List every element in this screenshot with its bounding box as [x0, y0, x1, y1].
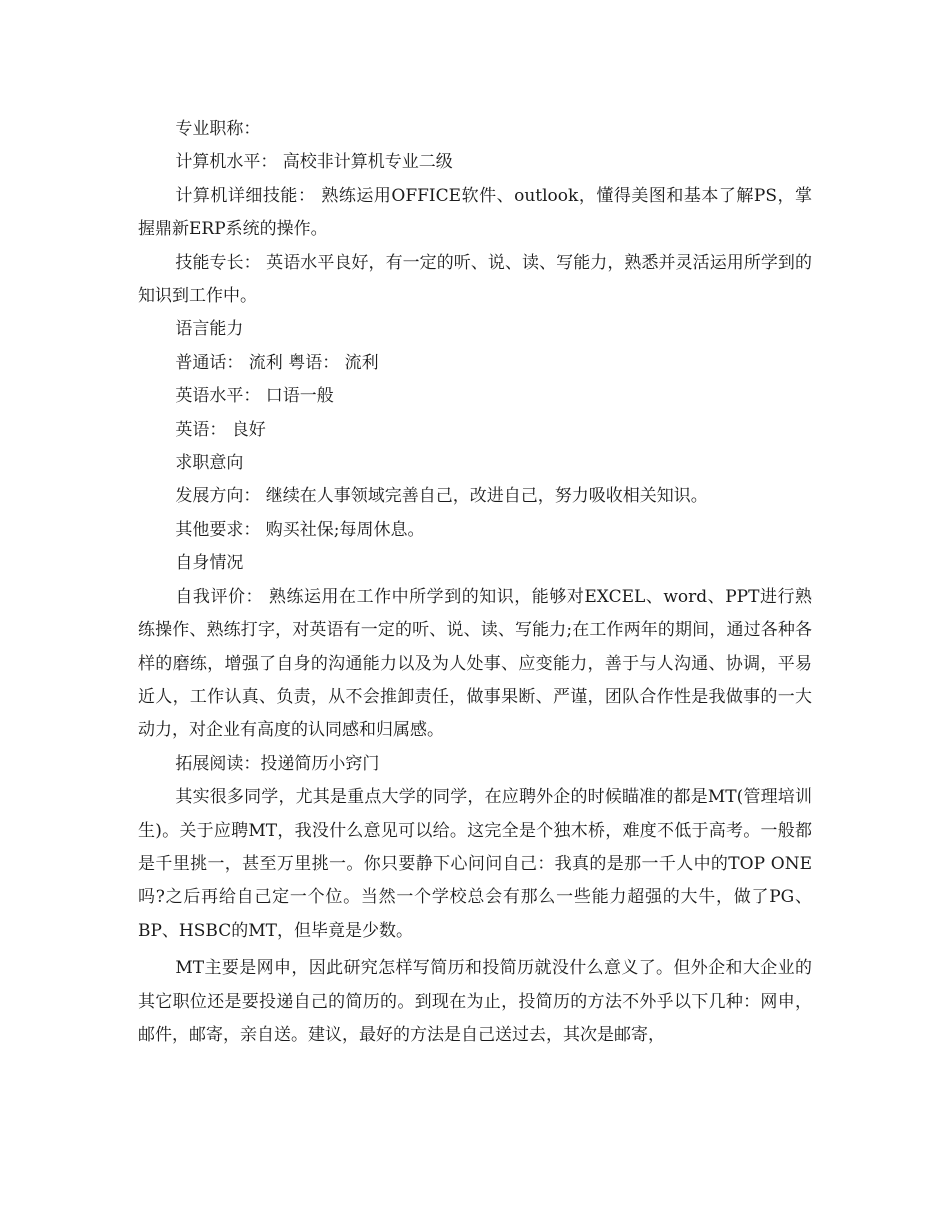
- document-body: [138, 113, 812, 1052]
- field-other-requirements: 其他要求： 购买社保;每周休息。: [175, 519, 425, 540]
- body-paragraph: MT主要是网申，因此研究怎样写简历和投简历就没什么意义了。但外企和大企业的其它职位还是要投递自己的简历的。到现在为止，投简历的方法不外乎以下几种：网申，邮件，邮寄，亲自送。建议，最好的方法是自己送过去，其次是邮寄，: [138, 958, 812, 1045]
- field-english-level: 英语水平： 口语一般: [175, 386, 334, 407]
- field-english: 英语： 良好: [175, 419, 266, 440]
- section-heading-job-intention: 求职意向: [175, 453, 244, 474]
- section-heading-language: 语言能力: [175, 319, 244, 340]
- field-skill-specialty: 技能专长： 英语水平良好，有一定的听、说、读、写能力，熟悉并灵活运用所学到的知识到工作中。: [138, 252, 812, 307]
- field-mandarin-cantonese: 普通话： 流利 粤语： 流利: [175, 352, 379, 373]
- field-development-direction: 发展方向： 继续在人事领域完善自己，改进自己，努力吸收相关知识。: [175, 486, 708, 507]
- field-computer-skills: 计算机详细技能： 熟练运用OFFICE软件、outlook，懂得美图和基本了解PS，掌握鼎新ERP系统的操作。: [138, 185, 812, 240]
- field-professional-title: 专业职称：: [175, 119, 261, 139]
- section-heading-extended-reading: 拓展阅读：投递简历小窍门: [175, 753, 380, 774]
- field-computer-level: 计算机水平： 高校非计算机专业二级: [175, 152, 453, 173]
- section-heading-self: 自身情况: [175, 553, 244, 574]
- body-paragraph: 其实很多同学，尤其是重点大学的同学，在应聘外企的时候瞄准的都是MT(管理培训生)。关于应聘MT，我没什么意见可以给。这完全是个独木桥，难度不低于高考。一般都是千里挑一，甚至万里挑一。你只要静下心问问自己：我真的是那一千人中的TOP ONE吗?之后再给自己定一个位。当然一个学校总会有那么一些能力超强的大牛，做了PG、BP、HSBC的MT，但毕竟是少数。: [138, 787, 812, 941]
- field-self-evaluation: 自我评价： 熟练运用在工作中所学到的知识，能够对EXCEL、word、PPT进行熟练操作、熟练打字，对英语有一定的听、说、读、写能力;在工作两年的期间，通过各种各样的磨练，增强了自身的沟通能力以及为人处事、应变能力，善于与人沟通、协调，平易近人，工作认真、负责，从不会推卸责任，做事果断、严谨，团队合作性是我做事的一大动力，对企业有高度的认同感和归属感。: [138, 586, 812, 741]
